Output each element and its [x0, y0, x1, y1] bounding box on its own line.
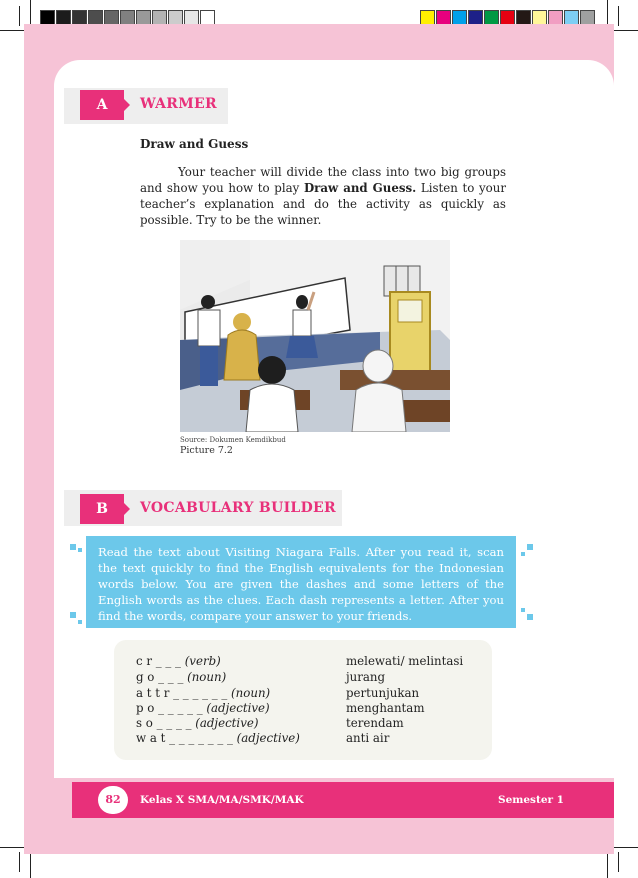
classroom-illustration	[180, 240, 450, 432]
activity-paragraph	[140, 164, 506, 228]
ornament	[70, 612, 76, 618]
ornament	[527, 544, 533, 550]
word-indonesian-3: pertunjukan	[346, 686, 420, 700]
word-clue-6: w a t _ _ _ _ _ _ _ (adjective)	[136, 731, 300, 745]
picture-caption: Picture 7.2	[180, 445, 233, 456]
section-a-title: WARMER	[140, 96, 217, 112]
section-a-letter: A	[96, 97, 108, 113]
word-indonesian-4: menghantam	[346, 701, 425, 715]
section-b-letter: B	[96, 501, 108, 517]
ornament	[527, 614, 533, 620]
activity-title: Draw and Guess	[140, 137, 249, 151]
word-indonesian-2: jurang	[346, 670, 386, 684]
activity-text-bold: Draw and Guess.	[303, 181, 417, 195]
semester-label: Semester 1	[498, 794, 564, 806]
page-number: 82	[98, 786, 128, 814]
ornament	[521, 608, 525, 612]
ornament	[78, 620, 82, 624]
ornament	[78, 548, 82, 552]
picture-source: Source: Dokumen Kemdikbud	[180, 436, 286, 444]
activity-text-1: Your teacher will divide the class into two big groups and show you how to play	[140, 165, 506, 195]
ornament	[521, 552, 525, 556]
word-clue-2: g o _ _ _ (noun)	[136, 670, 227, 684]
word-clue-4: p o _ _ _ _ _ (adjective)	[136, 701, 270, 715]
section-b-badge	[80, 494, 124, 524]
word-clue-3: a t t r _ _ _ _ _ _ (noun)	[136, 686, 271, 700]
instructions-text: Read the text about Visiting Niagara Falls. After you read it, scan the text quickly to find the English equivalents for the Indonesian words below. You are given the dashes and some letters of the English words as the clues. Each dash represents a letter. After you find the words, compare your answer to your friends.	[98, 545, 504, 623]
section-b-title: VOCABULARY BUILDER	[140, 500, 336, 516]
word-clue-5: s o _ _ _ _ (adjective)	[136, 716, 259, 730]
activity-text-2: Listen to your teacher’s explanation and do the activity as quickly as possible. Try to be the winner.	[140, 181, 507, 227]
word-indonesian-5: terendam	[346, 716, 404, 730]
word-clue-1: c r _ _ _ (verb)	[136, 654, 221, 668]
word-indonesian-1: melewati/ melintasi	[346, 654, 464, 668]
section-a-badge	[80, 90, 124, 120]
instructions-box	[86, 536, 516, 628]
word-indonesian-6: anti air	[346, 731, 390, 745]
book-title: Kelas X SMA/MA/SMK/MAK	[140, 794, 304, 806]
ornament	[70, 544, 76, 550]
